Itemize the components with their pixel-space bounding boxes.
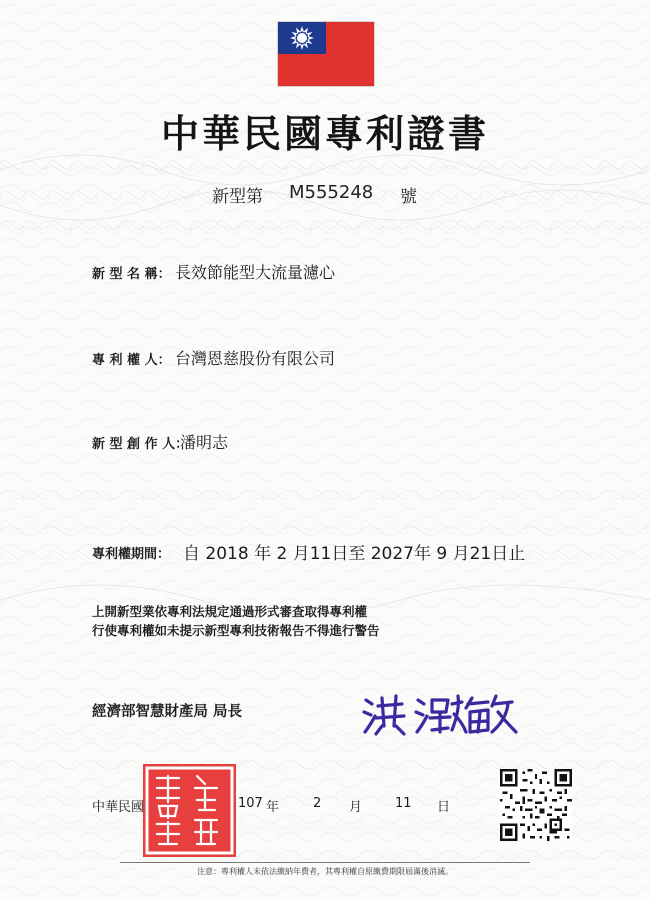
national-flag-icon	[278, 22, 374, 86]
seal-text: 經濟部智慧財產局	[185, 814, 194, 815]
qr-code	[500, 769, 572, 841]
patent-term-label: 專利權期間：	[92, 547, 171, 562]
seal-glyphs	[143, 764, 236, 857]
notice-line-2: 行使專利權如未提示新型專利技術報告不得進行警告	[92, 623, 380, 638]
date-day: 11	[395, 796, 412, 811]
date-year: 107	[238, 796, 263, 811]
patent-number-suffix: 號	[400, 187, 417, 207]
patent-type-prefix: 新型第	[212, 187, 263, 207]
notice-line-1: 上開新型業依專利法規定通過形式審查取得專利權	[92, 604, 368, 619]
patentee-value: 台灣恩慈股份有限公司	[175, 349, 336, 368]
creator-value: 潘明志	[180, 433, 229, 452]
footnote-warning: 注意：專利權人未依法繳納年費者，其專利權自原繳費期限屆滿後消滅。	[197, 867, 453, 876]
utility-model-name-label: 新 型 名 稱：	[92, 267, 171, 282]
patentee-label: 專 利 權 人：	[92, 353, 171, 368]
creator-label: 新 型 創 作 人：	[92, 437, 189, 452]
issuer-title: 經濟部智慧財產局 局長	[92, 704, 243, 720]
date-month: 2	[313, 796, 322, 811]
patent-number: M555248	[289, 182, 374, 203]
official-seal-stamp	[143, 764, 236, 857]
footer-divider	[120, 862, 530, 863]
date-month-unit: 月	[349, 800, 363, 815]
date-day-unit: 日	[437, 800, 451, 815]
director-signature	[360, 690, 520, 740]
certificate-title: 中華民國專利證書	[160, 111, 489, 156]
date-year-unit: 年	[266, 800, 280, 815]
white-sun-icon	[278, 22, 326, 54]
flag-canton	[278, 22, 326, 54]
patent-term-value: 自 2018 年 2 月11日至 2027年 9 月21日止	[183, 544, 526, 564]
date-era: 中華民國	[92, 800, 145, 815]
utility-model-name-value: 長效節能型大流量濾心	[175, 263, 336, 282]
